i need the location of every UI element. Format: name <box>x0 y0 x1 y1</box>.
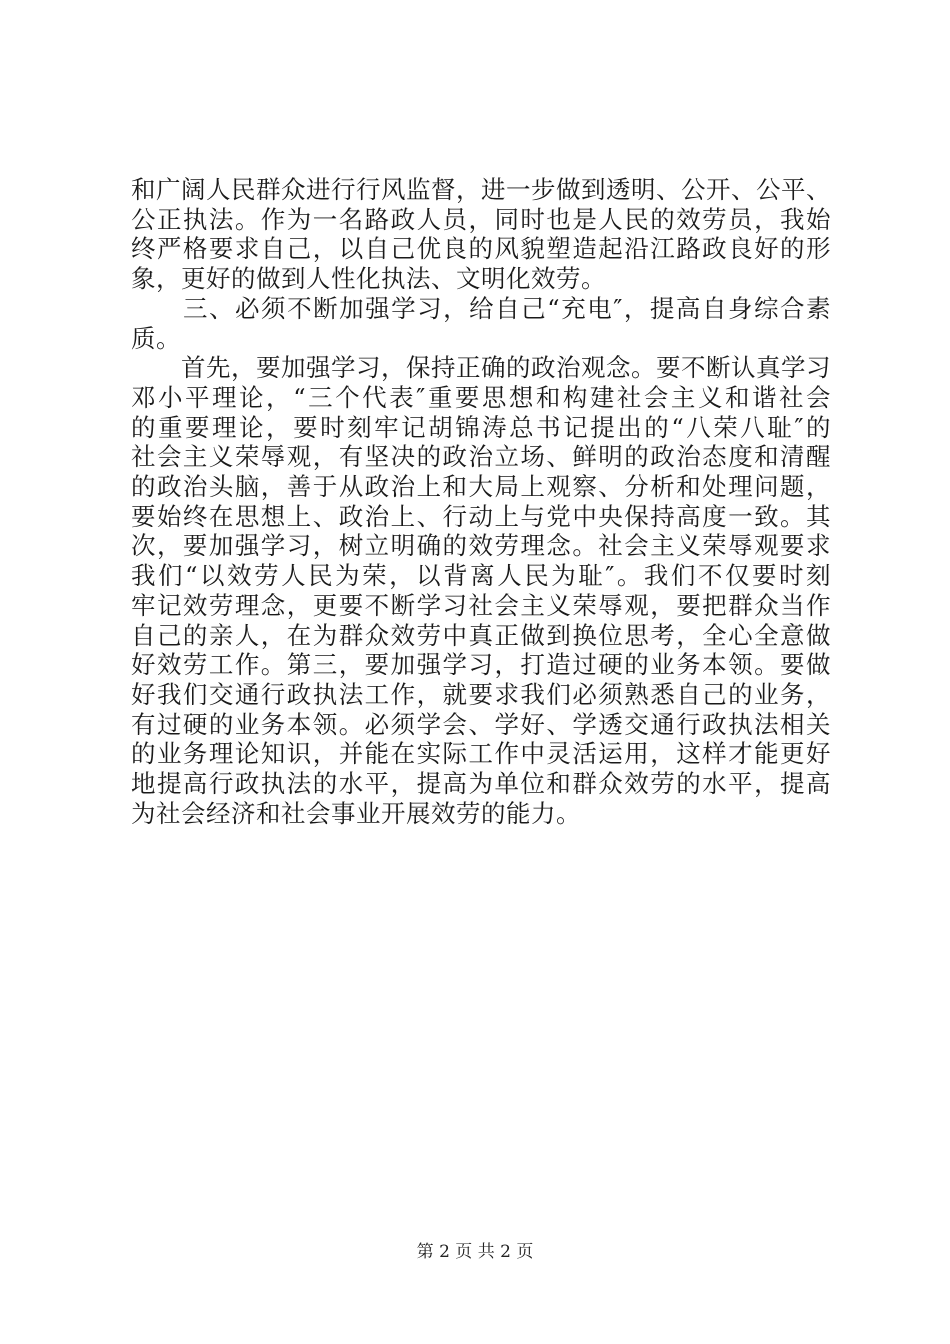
section-heading-line: 三、必须不断加强学习，给自己“充电″，提高自身综合素 <box>131 293 831 323</box>
text-line: 牢记效劳理念，更要不断学习社会主义荣辱观，要把群众当作 <box>131 590 831 620</box>
section-heading-line: 质。 <box>131 323 181 353</box>
text-line: 邓小平理论，“三个代表″重要思想和构建社会主义和谐社会 <box>131 382 831 412</box>
text-line: 公正执法。作为一名路政人员，同时也是人民的效劳员，我始 <box>131 204 831 234</box>
text-line: 和广阔人民群众进行行风监督，进一步做到透明、公开、公平、 <box>131 175 831 204</box>
text-line: 地提高行政执法的水平，提高为单位和群众效劳的水平，提高 <box>131 769 831 799</box>
page-number-footer: 第 2 页 共 2 页 <box>416 1242 534 1262</box>
text-line: 的重要理论，要时刻牢记胡锦涛总书记提出的“八荣八耻″的 <box>131 412 831 442</box>
text-line: 要始终在思想上、政治上、行动上与党中央保持高度一致。其 <box>131 501 831 531</box>
text-line: 终严格要求自己，以自己优良的风貌塑造起沿江路政良好的形 <box>131 234 831 264</box>
body-text <box>131 175 831 828</box>
text-line: 社会主义荣辱观，有坚决的政治立场、鲜明的政治态度和清醒 <box>131 442 831 472</box>
text-line: 首先，要加强学习，保持正确的政治观念。要不断认真学习 <box>131 353 831 383</box>
text-line: 为社会经济和社会事业开展效劳的能力。 <box>131 798 581 828</box>
text-line: 我们“以效劳人民为荣，以背离人民为耻″。我们不仅要时刻 <box>131 561 831 591</box>
text-line: 的业务理论知识，并能在实际工作中灵活运用，这样才能更好 <box>131 739 831 769</box>
text-line: 有过硬的业务本领。必须学会、学好、学透交通行政执法相关 <box>131 709 831 739</box>
text-line: 的政治头脑，善于从政治上和大局上观察、分析和处理问题， <box>131 472 831 502</box>
text-line: 好效劳工作。第三，要加强学习，打造过硬的业务本领。要做 <box>131 650 831 680</box>
text-line: 自己的亲人，在为群众效劳中真正做到换位思考，全心全意做 <box>131 620 831 650</box>
text-line: 好我们交通行政执法工作，就要求我们必须熟悉自己的业务， <box>131 679 831 709</box>
text-line: 象，更好的做到人性化执法、文明化效劳。 <box>131 264 606 294</box>
text-line: 次，要加强学习，树立明确的效劳理念。社会主义荣辱观要求 <box>131 531 831 561</box>
